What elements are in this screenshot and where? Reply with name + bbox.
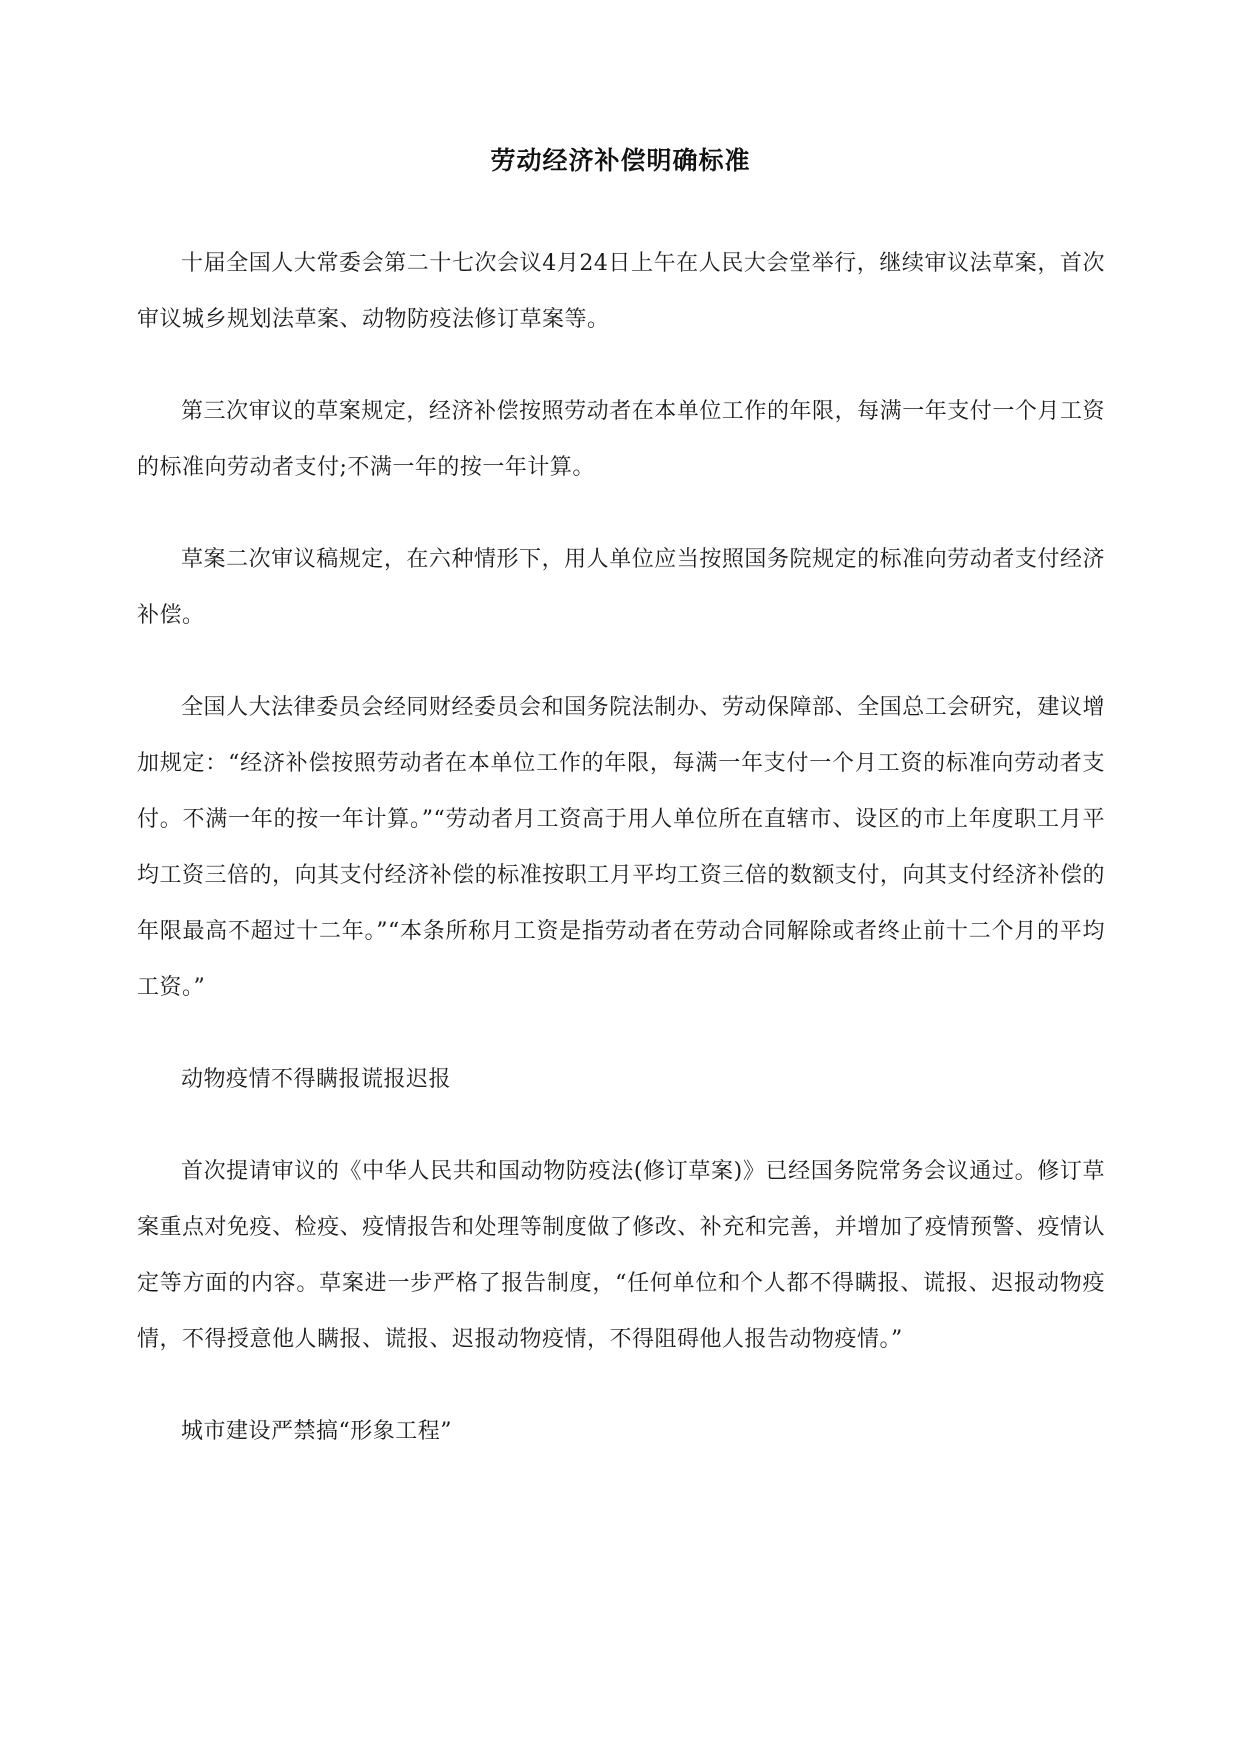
paragraph-third-review: 第三次审议的草案规定，经济补偿按照劳动者在本单位工作的年限，每满一年支付一个月工资的标准向劳动者支付;不满一年的按一年计算。 [137,399,1105,480]
section-heading-urban-construction: 城市建设严禁搞“形象工程” [181,1419,452,1444]
paragraph-committee-proposal: 全国人大法律委员会经同财经委员会和国务院法制办、劳动保障部、全国总工会研究，建议增加规定：“经济补偿按照劳动者在本单位工作的年限，每满一年支付一个月工资的标准向劳动者支付。不满一年的按一年计算。”“劳动者月工资高于用人单位所在直辖市、设区的市上年度职工月平均工资三倍的，向其支付经济补偿的标准按职工月平均工资三倍的数额支付，向其支付经济补偿的年限最高不超过十二年。”“本条所称月工资是指劳动者在劳动合同解除或者终止前十二个月的平均工资。” [137,695,1105,1000]
section-heading-animal-epidemic: 动物疫情不得瞒报谎报迟报 [181,1067,452,1092]
paragraph-second-review: 草案二次审议稿规定，在六种情形下，用人单位应当按照国务院规定的标准向劳动者支付经济补偿。 [137,547,1105,628]
document-title: 劳动经济补偿明确标准 [490,146,751,175]
document-body [137,236,1105,1496]
paragraph-meeting: 十届全国人大常委会第二十七次会议4月24日上午在人民大会堂举行，继续审议法草案，首次审议城乡规划法草案、动物防疫法修订草案等。 [137,251,1105,332]
paragraph-animal-epidemic: 首次提请审议的《中华人民共和国动物防疫法(修订草案)》已经国务院常务会议通过。修订草案重点对免疫、检疫、疫情报告和处理等制度做了修改、补充和完善，并增加了疫情预警、疫情认定等方面的内容。草案进一步严格了报告制度，“任何单位和个人都不得瞒报、谎报、迟报动物疫情，不得授意他人瞒报、谎报、迟报动物疫情，不得阻碍他人报告动物疫情。” [137,1159,1105,1352]
